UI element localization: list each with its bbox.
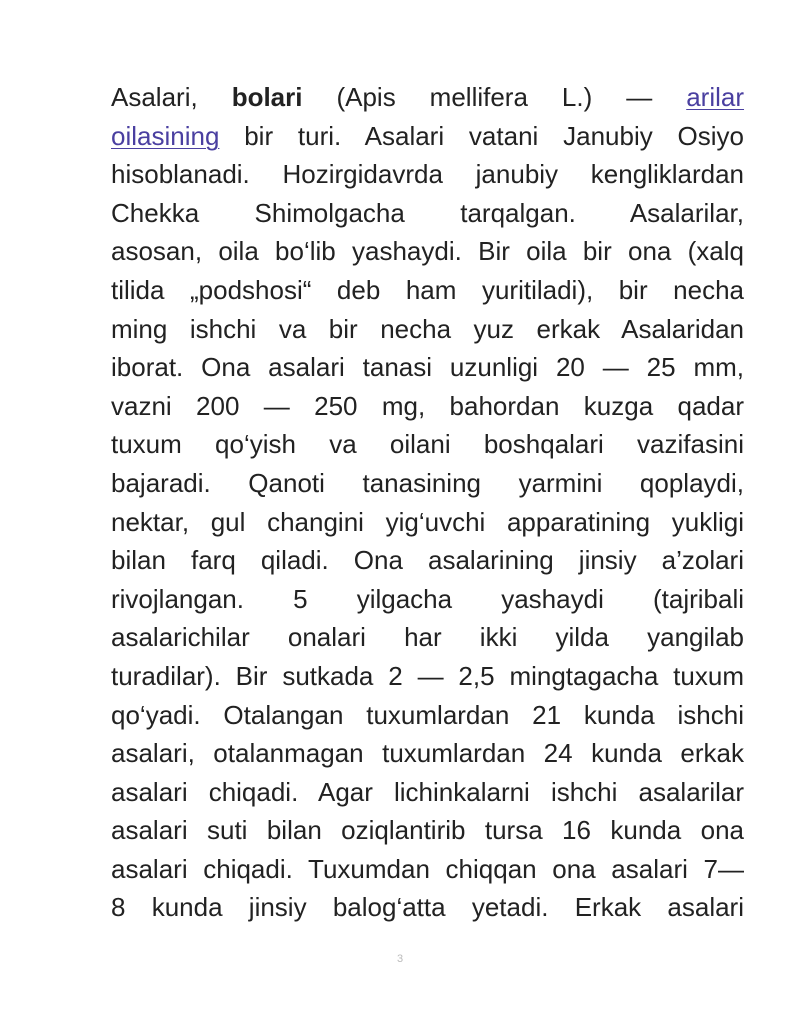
text-line-6: tilida „podshosi“ deb ham yuritiladi), bir necha	[111, 274, 744, 305]
text-line-18: asalari, otalanmagan tuxumlardan 24 kunda erkak	[111, 738, 744, 769]
text-fragment: Asalari,	[111, 82, 232, 112]
bold-term: bolari	[231, 82, 303, 112]
text-fragment: (Apis mellifera L.) —	[302, 82, 687, 112]
oilasining-link[interactable]: oilasining	[111, 120, 220, 151]
text-line-21: asalari chiqadi. Tuxumdan chiqqan ona asalari 7—	[111, 853, 744, 884]
text-line-3: hisoblanadi. Hozirgidavrda janubiy kengliklardan	[111, 159, 744, 190]
page-number: 3	[396, 953, 404, 965]
text-line-10: tuxum qo‘yish va oilani boshqalari vazifasini	[111, 429, 744, 460]
text-line-9: vazni 200 — 250 mg, bahordan kuzga qadar	[111, 390, 744, 421]
text-line-17: qo‘yadi. Otalangan tuxumlardan 21 kunda ishchi	[111, 699, 744, 730]
body-text	[111, 78, 744, 927]
text-line-1	[111, 78, 744, 117]
text-line-14: rivojlangan. 5 yilgacha yashaydi (tajribali	[111, 583, 744, 614]
text-line-2	[111, 117, 744, 156]
text-line-19: asalari chiqadi. Agar lichinkalarni ishchi asalarilar	[111, 776, 744, 807]
text-line-16: turadilar). Bir sutkada 2 — 2,5 mingtagacha tuxum	[111, 660, 744, 691]
text-line-5: asosan, oila bo‘lib yashaydi. Bir oila bir ona (xalq	[111, 236, 744, 267]
text-line-22: 8 kunda jinsiy balog‘atta yetadi. Erkak asalari	[111, 892, 744, 923]
text-line-4: Chekka Shimolgacha tarqalgan. Asalarilar,	[111, 197, 744, 228]
text-line-11: bajaradi. Qanoti tanasining yarmini qoplaydi,	[111, 467, 744, 498]
text-line-8: iborat. Ona asalari tanasi uzunligi 20 — 25 mm,	[111, 352, 744, 383]
text-line-12: nektar, gul changini yig‘uvchi apparatining yukligi	[111, 506, 744, 537]
text-line-20: asalari suti bilan oziqlantirib tursa 16 kunda ona	[111, 815, 744, 846]
text-line-15: asalarichilar onalari har ikki yilda yangilab	[111, 622, 744, 653]
text-fragment: bir turi. Asalari vatani Janubiy Osiyo	[219, 120, 744, 151]
text-line-7: ming ishchi va bir necha yuz erkak Asalaridan	[111, 313, 744, 344]
text-line-13: bilan farq qiladi. Ona asalarining jinsiy a’zolari	[111, 545, 744, 576]
arilar-link[interactable]: arilar	[686, 82, 745, 112]
